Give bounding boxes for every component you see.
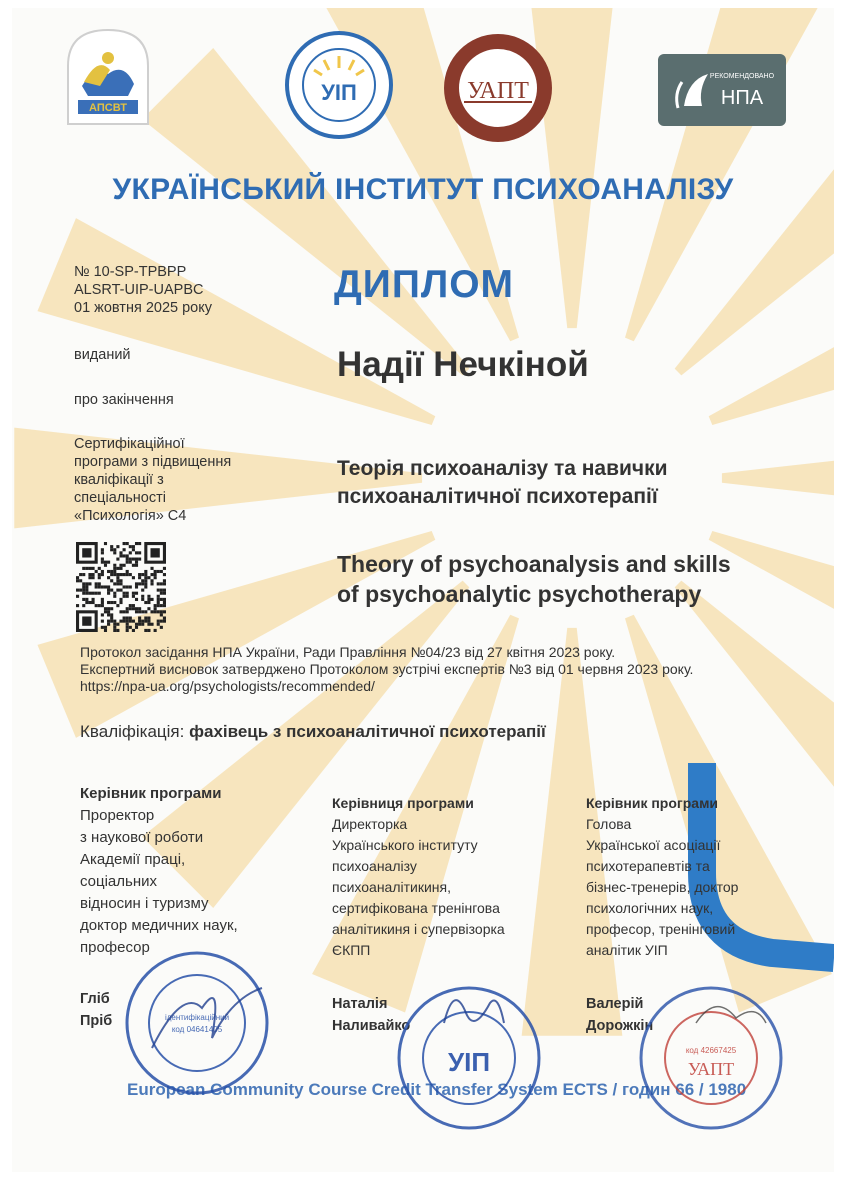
uapt-logo [442, 32, 554, 144]
signatory-1 [80, 783, 310, 959]
signatory-line: психологічних наук, [586, 900, 714, 916]
program-line: Сертифікаційної [74, 436, 185, 452]
npa-logo-top-text: РЕКОМЕНДОВАНО [709, 73, 775, 80]
signatory-1-name [80, 988, 112, 1032]
signatory-role: Керівниця програми [332, 795, 474, 811]
program-line: «Психологія» С4 [74, 508, 187, 524]
uip-stamp-text: УІП [447, 1047, 491, 1077]
npa-logo [658, 54, 786, 126]
svg-text:ідентифікаційний: ідентифікаційний [164, 1013, 230, 1022]
program-line: програми з підвищення [74, 454, 232, 470]
qr-code[interactable] [76, 542, 166, 632]
recipient-name: Надії Нечкіной [337, 345, 589, 384]
course-title-en-line: Theory of psychoanalysis and skills [337, 551, 731, 577]
signatory-line: відносин і туризму [80, 895, 209, 912]
about-label: про закінчення [74, 392, 174, 408]
signatory-line: ЄКПП [332, 942, 371, 958]
svg-text:код 04641405: код 04641405 [171, 1025, 223, 1034]
issued-label: виданий [74, 347, 131, 363]
protocol-text [80, 644, 693, 695]
apsvt-logo [64, 26, 152, 126]
diploma-page [12, 8, 834, 1172]
signatory-3 [586, 793, 826, 961]
program-description [74, 435, 231, 525]
signatory-line: бізнес-тренерів, доктор [586, 879, 739, 895]
course-title-ua-line: психоаналітичної психотерапії [337, 485, 658, 508]
course-title-en-line: of psychoanalytic psychotherapy [337, 581, 702, 607]
signatory-line: Директорка [332, 816, 408, 832]
uip-stamp [394, 983, 544, 1133]
name-line: Наливайко [332, 1018, 411, 1034]
ects-line: European Community Course Credit Transfer System ECTS / годин 66 / 1980 [127, 1080, 747, 1099]
signatory-line: психоаналізу [332, 858, 417, 874]
diploma-heading: ДИПЛОМ [334, 263, 515, 306]
signatory-line: Академії праці, [80, 851, 186, 868]
program-line: кваліфікації з [74, 472, 164, 488]
academy-stamp [122, 948, 272, 1098]
name-line: Гліб [80, 991, 110, 1007]
diploma-number: № 10-SP-TPBPP [74, 264, 187, 280]
signatory-line: Проректор [80, 807, 155, 824]
course-title-en [337, 549, 731, 609]
signatory-line: Українського інституту [332, 837, 478, 853]
signatory-line: доктор медичних наук, [80, 917, 238, 934]
program-line: спеціальності [74, 490, 166, 506]
protocol-line: Протокол засідання НПА України, Ради Правління №04/23 від 27 квітня 2023 року. [80, 644, 616, 660]
qualification-label: Кваліфікація: [80, 722, 185, 741]
svg-text:код 42667425: код 42667425 [685, 1046, 737, 1055]
uapt-logo-text: УАПТ [467, 78, 529, 104]
signatory-line: з наукової роботи [80, 829, 204, 846]
name-line: Пріб [80, 1013, 113, 1029]
course-title-ua-line: Теорія психоаналізу та навички [337, 457, 668, 480]
qualification-value: фахівець з психоаналітичної психотерапії [189, 722, 546, 741]
signatory-line: психоаналітикиня, [332, 879, 451, 895]
signatory-line: психотерапевтів та [586, 858, 710, 874]
signatory-line: професор [80, 939, 150, 956]
signatory-line: соціальних [80, 873, 158, 890]
name-line: Дорожкін [586, 1018, 654, 1034]
name-line: Валерій [586, 996, 644, 1012]
signatory-line: аналітик УІП [586, 942, 668, 958]
course-title-ua [337, 455, 668, 511]
apsvt-logo-text: АПСВТ [89, 102, 127, 114]
npa-logo-text: НПА [720, 87, 764, 109]
signatory-role: Керівник програми [80, 785, 222, 802]
protocol-line: Експертний висновок затверджено Протоколом зустрічі експертів №3 від 01 червня 2023 року. [80, 661, 694, 677]
signatory-role: Керівник програми [586, 795, 719, 811]
sunburst-ray [722, 428, 834, 529]
uip-logo [284, 30, 394, 140]
signatory-line: професор, тренінговий [586, 921, 736, 937]
signatory-line: Української асоціації [586, 837, 721, 853]
svg-text:УАПТ: УАПТ [687, 1059, 735, 1079]
diploma-date: 01 жовтня 2025 року [74, 300, 213, 316]
signatory-line: Голова [586, 816, 632, 832]
uip-logo-text: УІП [321, 80, 357, 105]
uapt-stamp [636, 983, 786, 1133]
qualification [80, 722, 546, 742]
name-line: Наталія [332, 996, 388, 1012]
protocol-url: https://npa-ua.org/psychologists/recommended/ [80, 678, 375, 694]
signatory-line: сертифікована тренінгова [332, 900, 500, 916]
signatory-2 [332, 793, 572, 961]
institute-title: УКРАЇНСЬКИЙ ІНСТИТУТ ПСИХОАНАЛІЗУ [112, 173, 734, 206]
signatory-line: аналітикиня і супервізорка [332, 921, 505, 937]
diploma-code: ALSRT-UIP-UAPBC [74, 282, 204, 298]
